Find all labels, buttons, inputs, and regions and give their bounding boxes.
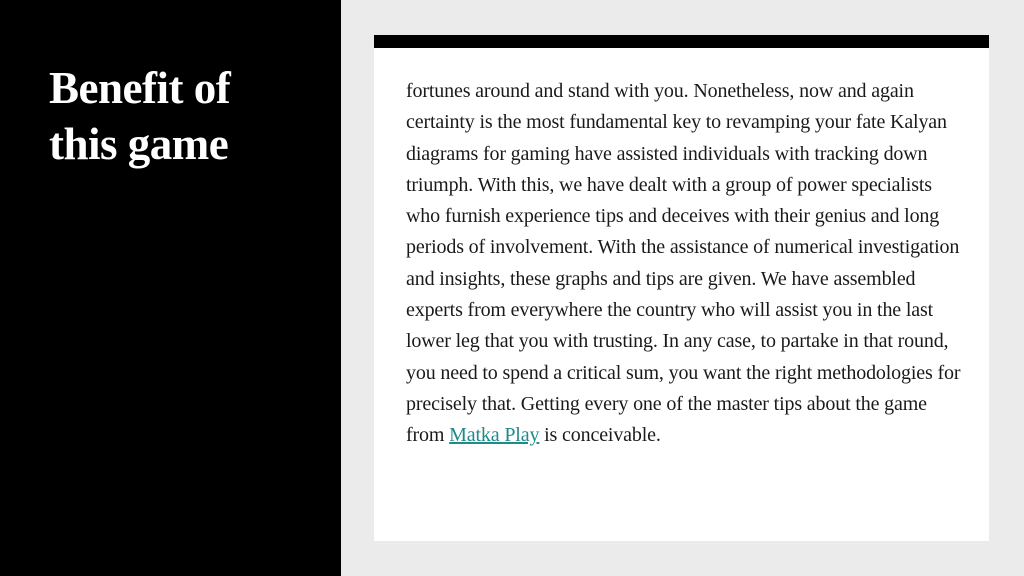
content-card	[374, 48, 989, 541]
paragraph-text: fortunes around and stand with you. Nonetheless, now and again certainty is the most fundamental key to revamping your fate Kalyan diagrams for gaming have assisted individuals with tracking down triumph. With this, we have dealt with a group of power specialists who furnish experience tips and deceives with their genius and long periods of involvement. With the assistance of numerical investigation and insights, these graphs and tips are given. We have assembled experts from everywhere the country who will assist you in the last lower leg that you with trusting. In any case, to partake in that round, you need to spend a critical sum, you want the right methodologies for precisely that. Getting every one of the master tips about the game from	[406, 80, 961, 447]
title-line-2: this game	[49, 119, 229, 169]
title-line-1: Benefit of	[49, 63, 231, 113]
slide-title	[49, 60, 329, 172]
paragraph-end-text: is conceivable.	[539, 424, 661, 447]
matka-play-link[interactable]: Matka Play	[449, 424, 540, 447]
title-panel	[0, 0, 341, 576]
card-top-bar	[374, 35, 989, 48]
body-paragraph	[406, 76, 962, 452]
